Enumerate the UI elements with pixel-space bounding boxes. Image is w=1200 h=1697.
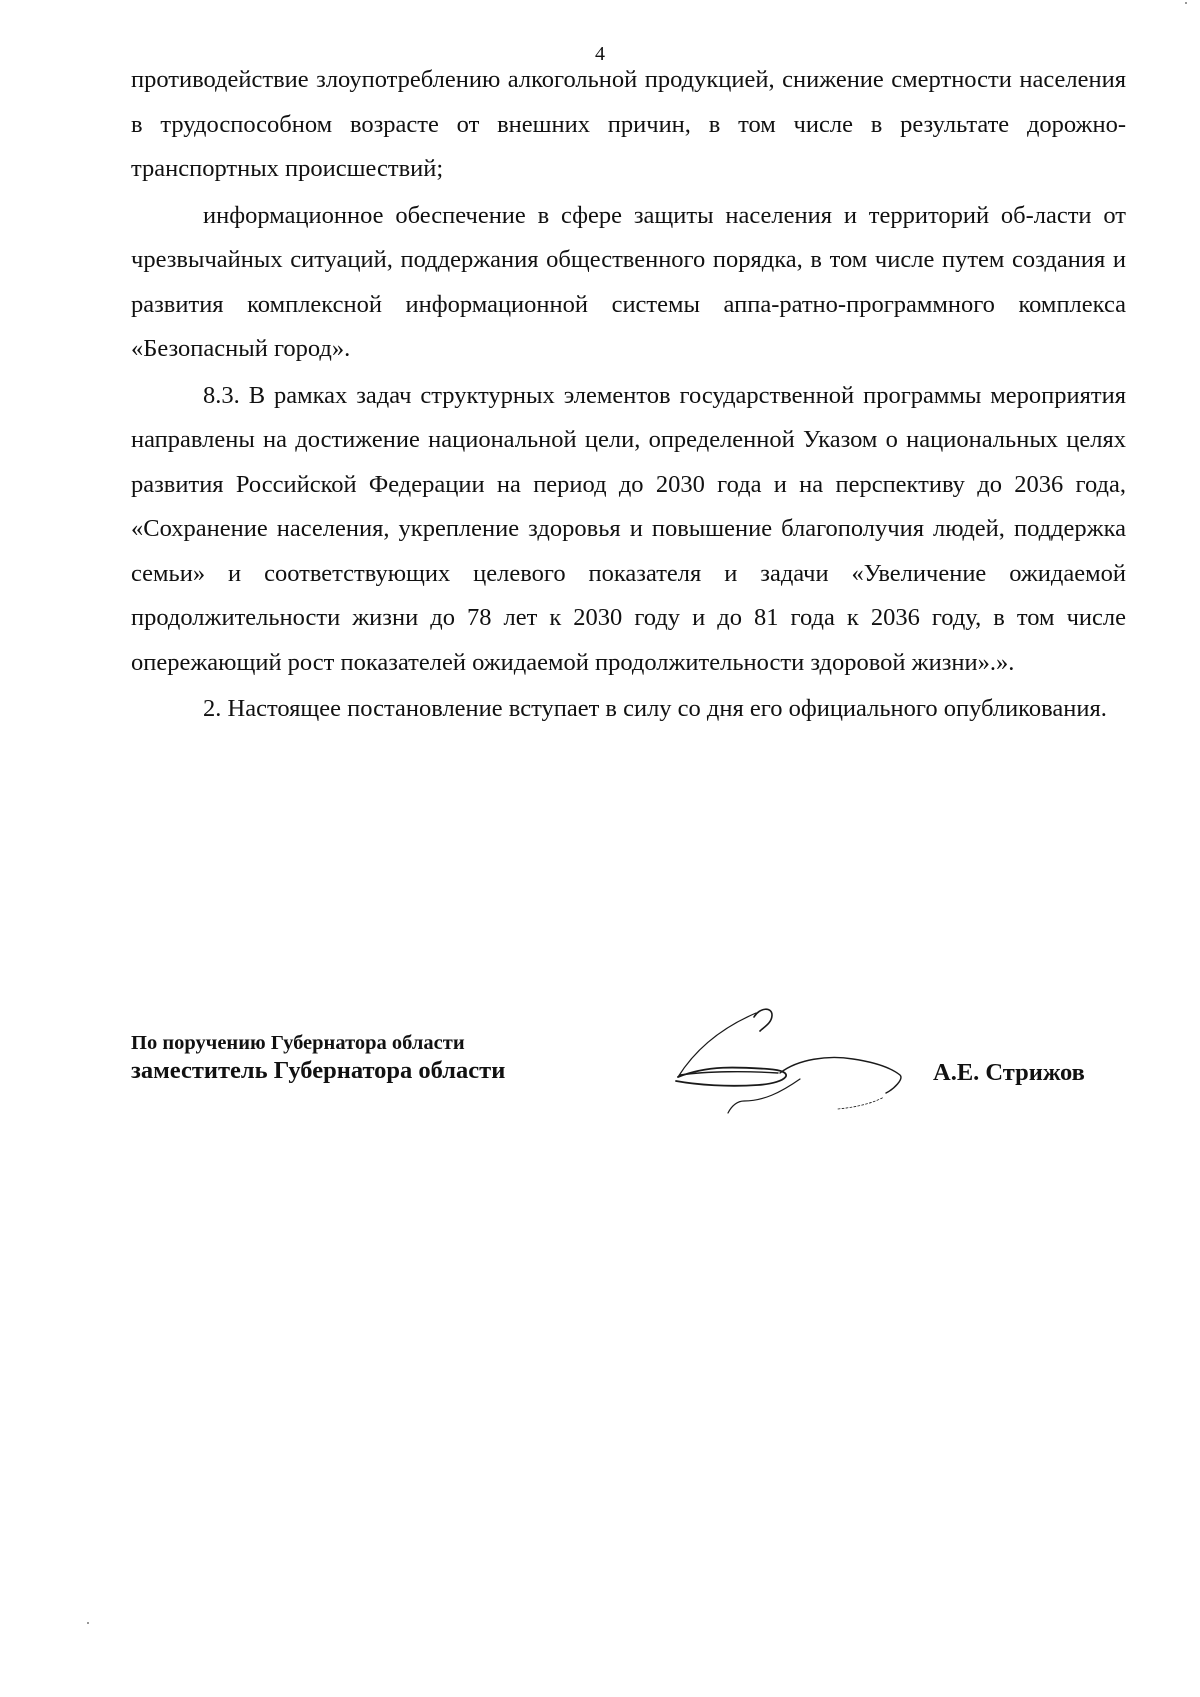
paragraph-8-3-national-goals: 8.3. В рамках задач структурных элементов государственной программы мероприятия направлены на достижение национальной цели, определенной Указом о национальных целях развития Российской Федерации на период до 2030 года и на перспективу до 2036 года, «Сохранение населения, укрепление здоровья и повышение благополучия людей, поддержка семьи» и соответствующих целевого показателя и задачи «Увеличение ожидаемой продолжительности жизни до 78 лет к 2030 году и до 81 года к 2036 году, в том числе опережающий рост показателей ожидаемой продолжительности здоровой жизни».». <box>131 381 1126 676</box>
handwritten-signature <box>668 1005 918 1115</box>
scan-speck <box>87 1622 89 1624</box>
document-body <box>131 58 1126 734</box>
signer-name: А.Е. Стрижов <box>933 1059 1085 1086</box>
paragraph-information-security: информационное обеспечение в сфере защиты населения и территорий об-ласти от чрезвычайных ситуаций, поддержания общественного порядка, в том числе путем создания и развития комплексной информационной системы аппа-ратно-программного комплекса «Безопасный город». <box>131 201 1126 362</box>
signatory-title-block <box>131 1030 505 1086</box>
scan-speck <box>1185 2 1187 4</box>
signatory-authority-line: По поручению Губернатора области <box>131 1032 465 1054</box>
paragraph-effective-date: 2. Настоящее постановление вступает в силу со дня его официального опубликования. <box>203 695 1107 722</box>
signatory-position-line: заместитель Губернатора области <box>131 1057 506 1084</box>
page-number: 4 <box>595 43 605 65</box>
paragraph-alcohol-mortality: противодействие злоупотреблению алкогольной продукцией, снижение смертности населения в трудоспособном возрасте от внешних причин, в том числе в результате дорожно-транспортных происшествий; <box>131 66 1126 182</box>
